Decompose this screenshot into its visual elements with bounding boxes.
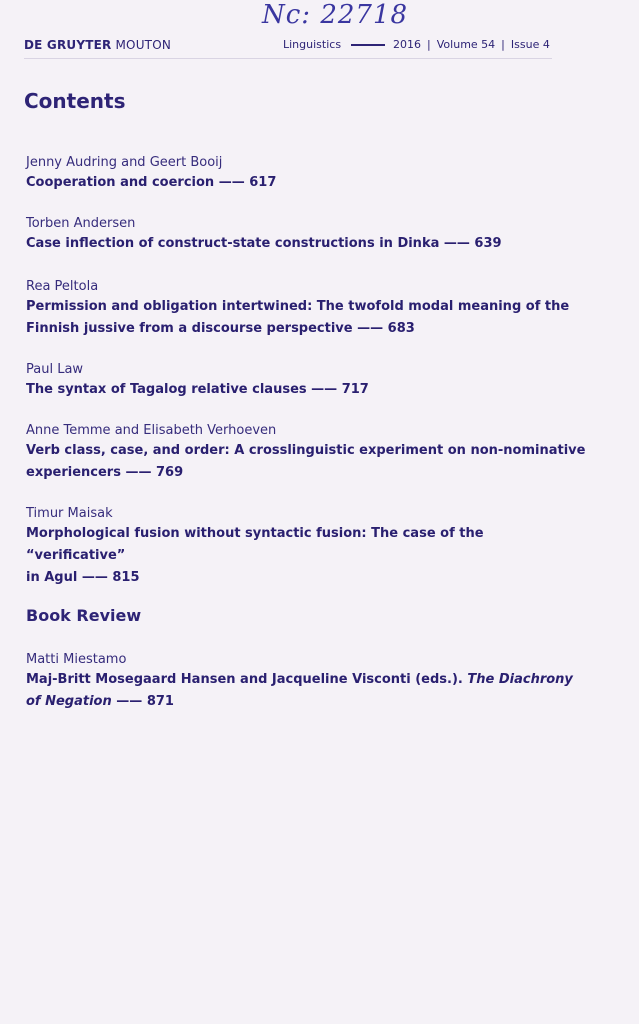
toc-entry	[26, 277, 586, 340]
entry-title[interactable]: Case inflection of construct-state constructions in Dinka —— 639	[26, 236, 502, 251]
journal-name: Linguistics	[283, 38, 342, 51]
toc-entry	[26, 214, 586, 255]
entry-page: 769	[156, 465, 184, 480]
entry-page: 815	[112, 570, 140, 585]
entry-page: 639	[474, 236, 502, 251]
contents-heading: Contents	[24, 89, 126, 113]
toc-entry	[26, 504, 586, 589]
entry-title[interactable]: Morphological fusion without syntactic fusion: The case of the “verificative” in Agul —— 815	[26, 526, 484, 585]
entry-title[interactable]: The syntax of Tagalog relative clauses —— 717	[26, 382, 369, 397]
entry-title[interactable]: Maj-Britt Mosegaard Hansen and Jacqueline Visconti (eds.). The Diachrony of Negation —— 871	[26, 672, 573, 709]
journal-info	[283, 38, 550, 51]
book-review-heading: Book Review	[26, 606, 142, 625]
publisher-name-regular: MOUTON	[115, 38, 172, 52]
entry-title[interactable]: Verb class, case, and order: A crosslinguistic experiment on non-nominative experiencers —— 769	[26, 443, 586, 480]
entry-title[interactable]: Permission and obligation intertwined: The twofold modal meaning of the Finnish jussive from a discourse perspective —— 683	[26, 299, 570, 336]
entry-authors: Rea Peltola	[26, 279, 99, 294]
toc-entry	[26, 421, 586, 484]
separator: |	[501, 38, 505, 51]
entry-page: 871	[146, 694, 174, 709]
entry-authors: Anne Temme and Elisabeth Verhoeven	[26, 423, 277, 438]
publisher-logo	[24, 38, 171, 52]
journal-issue: Issue 4	[510, 38, 550, 51]
review-entry	[26, 650, 586, 713]
handwritten-note: Nc: 22718	[262, 0, 409, 30]
entry-authors: Matti Miestamo	[26, 652, 127, 667]
entry-page: 683	[387, 321, 415, 336]
entry-page: 717	[341, 382, 369, 397]
dash-separator	[351, 44, 385, 46]
entry-authors: Paul Law	[26, 362, 84, 377]
publisher-name-bold: DE GRUYTER	[24, 38, 112, 52]
entry-page: 617	[249, 175, 277, 190]
toc-entry	[26, 360, 586, 401]
entry-authors: Timur Maisak	[26, 506, 113, 521]
journal-year: 2016	[393, 38, 422, 51]
entry-title[interactable]: Cooperation and coercion —— 617	[26, 175, 277, 190]
entry-authors: Jenny Audring and Geert Booij	[26, 155, 223, 170]
toc-entry	[26, 153, 586, 194]
separator: |	[427, 38, 431, 51]
journal-volume: Volume 54	[436, 38, 496, 51]
entry-authors: Torben Andersen	[26, 216, 136, 231]
header-rule	[24, 58, 552, 59]
